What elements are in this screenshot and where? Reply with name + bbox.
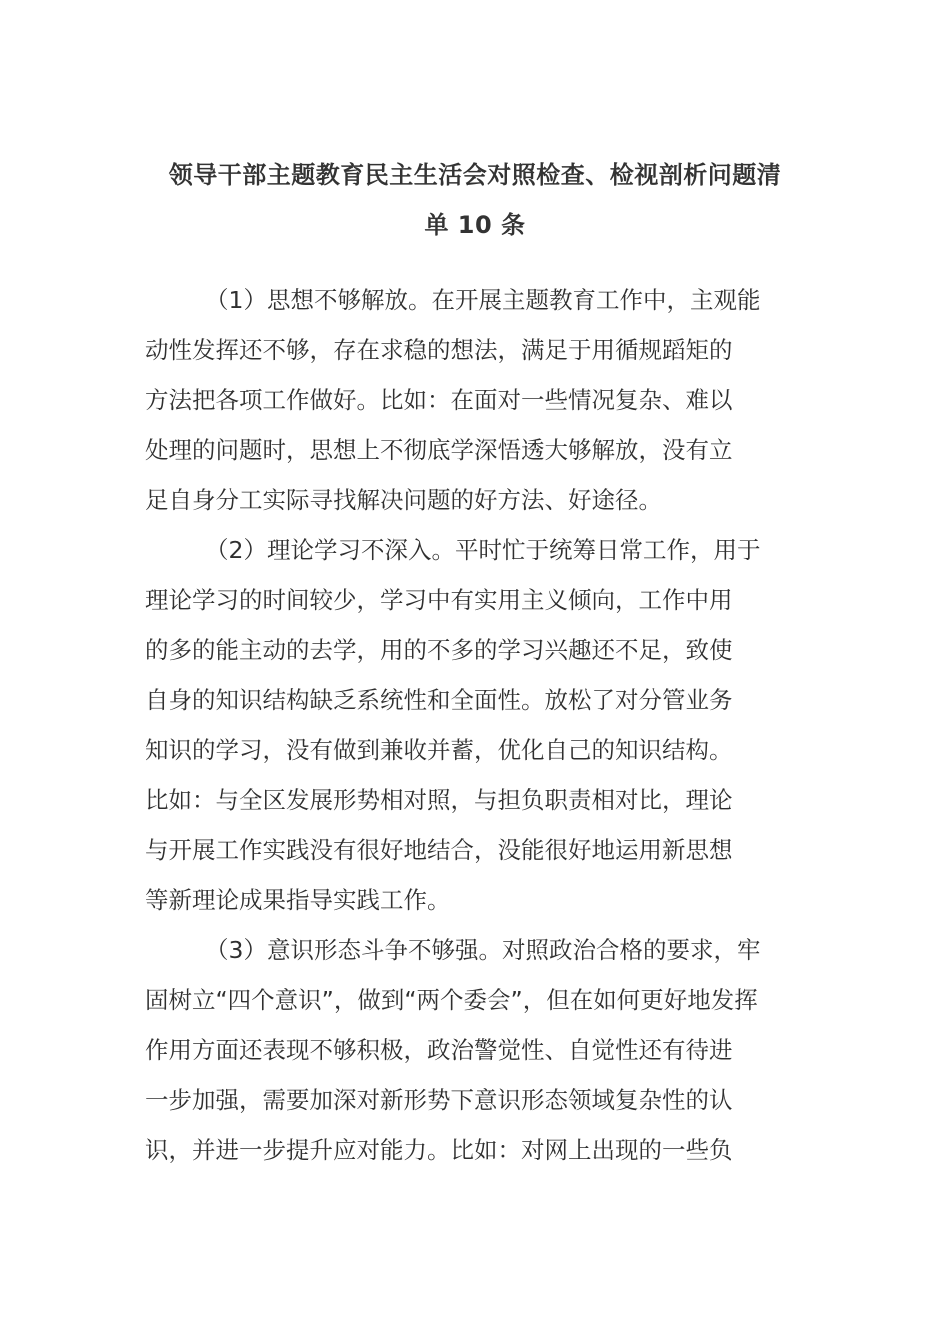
paragraph-2-line-5: 知识的学习，没有做到兼收并蓄，优化自己的知识结构。 [145,736,733,764]
paragraph-2-line-4: 自身的知识结构缺乏系统性和全面性。放松了对分管业务 [145,686,733,714]
paragraph-2-line-1: （2）理论学习不深入。平时忙于统筹日常工作，用于 [205,536,761,564]
paragraph-2-line-7: 与开展工作实践没有很好地结合，没能很好地运用新思想 [145,836,733,864]
paragraph-1-line-2: 动性发挥还不够，存在求稳的想法，满足于用循规蹈矩的 [145,336,733,364]
document-title [145,150,805,250]
paragraph-3-line-1: （3）意识形态斗争不够强。对照政治合格的要求，牢 [205,936,761,964]
paragraph-2-line-3: 的多的能主动的去学，用的不多的学习兴趣还不足，致使 [145,636,733,664]
paragraph-3-line-2: 固树立“四个意识”，做到“两个委会”，但在如何更好地发挥 [145,986,758,1014]
paragraph-2-line-6: 比如：与全区发展形势相对照，与担负职责相对比，理论 [145,786,733,814]
paragraph-2-line-2: 理论学习的时间较少，学习中有实用主义倾向，工作中用 [145,586,733,614]
paragraph-1-line-4: 处理的问题时，思想上不彻底学深悟透大够解放，没有立 [145,436,733,464]
paragraph-1-line-3: 方法把各项工作做好。比如：在面对一些情况复杂、难以 [145,386,733,414]
title-line-1: 领导干部主题教育民主生活会对照检查、检视剖析问题清 [168,161,782,189]
paragraph-3-line-5: 识，并进一步提升应对能力。比如：对网上出现的一些负 [145,1136,733,1164]
paragraph-3-line-4: 一步加强，需要加深对新形势下意识形态领域复杂性的认 [145,1086,733,1114]
paragraph-3-line-3: 作用方面还表现不够积极，政治警觉性、自觉性还有待进 [145,1036,733,1064]
title-line-2: 单 10 条 [424,211,526,239]
paragraph-1-line-1: （1）思想不够解放。在开展主题教育工作中，主观能 [205,286,761,314]
paragraph-1-line-5: 足自身分工实际寻找解决问题的好方法、好途径。 [145,486,662,514]
paragraph-2-line-8: 等新理论成果指导实践工作。 [145,886,451,914]
